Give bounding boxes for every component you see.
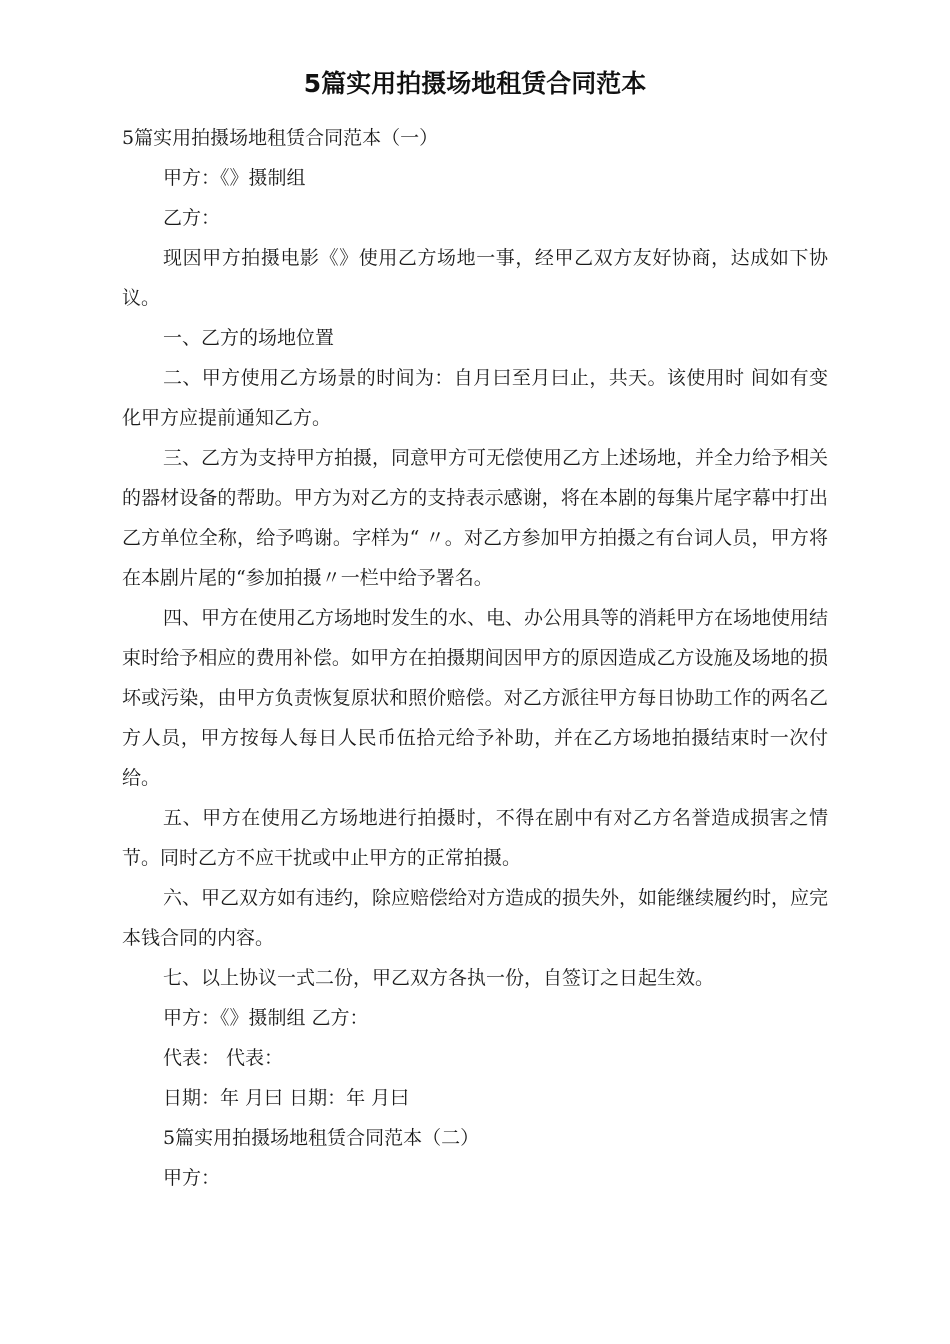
document-body [122, 118, 828, 1198]
signature-representatives-line: 代表： 代表： [163, 1047, 284, 1069]
signature-parties-line: 甲方：《》摄制组 乙方： [163, 1007, 369, 1029]
clause-5: 五、甲方在使用乙方场地进行拍摄时，不得在剧中有对乙方名誉造成损害之情节。同时乙方不应干扰或中止甲方的正常拍摄。 [122, 807, 828, 869]
preamble-paragraph: 现因甲方拍摄电影《》使用乙方场地一事，经甲乙双方友好协商，达成如下协议。 [122, 247, 828, 309]
clause-2: 二、甲方使用乙方场景的时间为：自月曰至月曰止，共天。该使用时 间如有变化甲方应提前通知乙方。 [122, 367, 828, 429]
section-heading-1: 5篇实用拍摄场地租赁合同范本（一） [122, 127, 439, 149]
party-a-line-2: 甲方： [163, 1167, 221, 1189]
signature-dates-line: 日期：年 月曰 日期：年 月曰 [163, 1087, 410, 1109]
document-title: 5篇实用拍摄场地租赁合同范本 [303, 69, 647, 98]
clause-1: 一、乙方的场地位置 [163, 327, 335, 349]
section-heading-2: 5篇实用拍摄场地租赁合同范本（二） [163, 1127, 480, 1149]
clause-4: 四、甲方在使用乙方场地时发生的水、电、办公用具等的消耗甲方在场地使用结束时给予相应的费用补偿。如甲方在拍摄期间因甲方的原因造成乙方设施及场地的损坏或污染，由甲方负责恢复原状和照价赔偿。对乙方派往甲方每日协助工作的两名乙方人员，甲方按每人每日人民币伍拾元给予补助，并在乙方场地拍摄结束时一次付给。 [122, 607, 829, 789]
party-a-line: 甲方：《》摄制组 [163, 167, 306, 189]
party-b-line: 乙方： [163, 207, 221, 229]
clause-7: 七、以上协议一式二份，甲乙双方各执一份，自签订之日起生效。 [163, 967, 715, 989]
clause-6: 六、甲乙双方如有违约，除应赔偿给对方造成的损失外，如能继续履约时，应完本钱合同的内容。 [122, 887, 829, 949]
clause-3: 三、乙方为支持甲方拍摄，同意甲方可无偿使用乙方上述场地，并全力给予相关的器材设备的帮助。甲方为对乙方的支持表示感谢，将在本剧的每集片尾字幕中打出乙方单位全称，给予鸣谢。字样为“ 〃。对乙方参加甲方拍摄之有台词人员，甲方将在本剧片尾的“参加拍摄〃一栏中给予署名。 [122, 447, 829, 589]
